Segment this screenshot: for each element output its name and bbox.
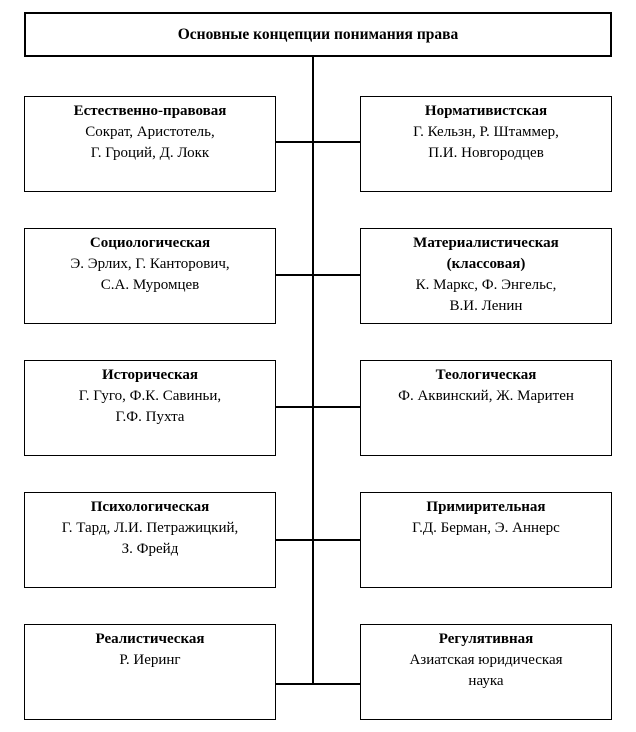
concept-authors: С.А. Муромцев: [100, 277, 200, 293]
concept-box-natural-law: [24, 96, 276, 192]
concept-authors: К. Маркс, Ф. Энгельс,: [415, 277, 557, 293]
branch-connector-3: [276, 406, 360, 408]
concept-subtitle: (классовая): [446, 256, 526, 272]
concept-authors: В.И. Ленин: [449, 298, 523, 314]
branch-connector-4: [276, 539, 360, 541]
concept-box-theological: [360, 360, 612, 456]
concept-title: Материалистическая: [413, 235, 559, 251]
concept-box-psychological: [24, 492, 276, 588]
root-title: Основные концепции понимания права: [177, 26, 459, 43]
concept-authors: П.И. Новгородцев: [428, 145, 544, 161]
concept-title: Социологическая: [89, 235, 211, 251]
concept-box-realistic: [24, 624, 276, 720]
concept-title: Историческая: [102, 367, 198, 383]
branch-connector-5: [276, 683, 360, 685]
concept-box-regulative: [360, 624, 612, 720]
concept-authors: Э. Эрлих, Г. Канторович,: [70, 256, 230, 272]
trunk-connector: [312, 57, 314, 684]
branch-connector-1: [276, 141, 360, 143]
root-concept-box: [24, 12, 612, 57]
concept-title: Примирительная: [426, 499, 546, 515]
concept-title: Реалистическая: [95, 631, 205, 647]
concept-authors: Г.Ф. Пухта: [115, 409, 185, 425]
concept-box-sociological: [24, 228, 276, 324]
concept-authors: Г. Гроций, Д. Локк: [90, 145, 210, 161]
branch-connector-2: [276, 274, 360, 276]
concept-title: Теологическая: [435, 367, 537, 383]
concept-authors: Г. Гуго, Ф.К. Савиньи,: [78, 388, 222, 404]
concept-box-materialist: [360, 228, 612, 324]
concept-authors: Г. Тард, Л.И. Петражицкий,: [61, 520, 239, 536]
concept-authors: Ф. Аквинский, Ж. Маритен: [398, 388, 574, 404]
concept-authors: Азиатская юридическая: [409, 652, 563, 668]
concept-title: Естественно-правовая: [73, 103, 227, 119]
concept-title: Психологическая: [90, 499, 210, 515]
concept-authors: наука: [468, 673, 504, 689]
concept-box-conciliatory: [360, 492, 612, 588]
concept-authors: Г. Кельзн, Р. Штаммер,: [413, 124, 559, 140]
concept-authors: Сократ, Аристотель,: [85, 124, 215, 140]
concept-authors: Г.Д. Берман, Э. Аннерс: [412, 520, 560, 536]
concept-box-historical: [24, 360, 276, 456]
concept-title: Регулятивная: [438, 631, 534, 647]
concept-authors: З. Фрейд: [121, 541, 179, 557]
concept-box-normativist: [360, 96, 612, 192]
concept-authors: Р. Иеринг: [119, 652, 181, 668]
concept-title: Нормативистская: [424, 103, 548, 119]
